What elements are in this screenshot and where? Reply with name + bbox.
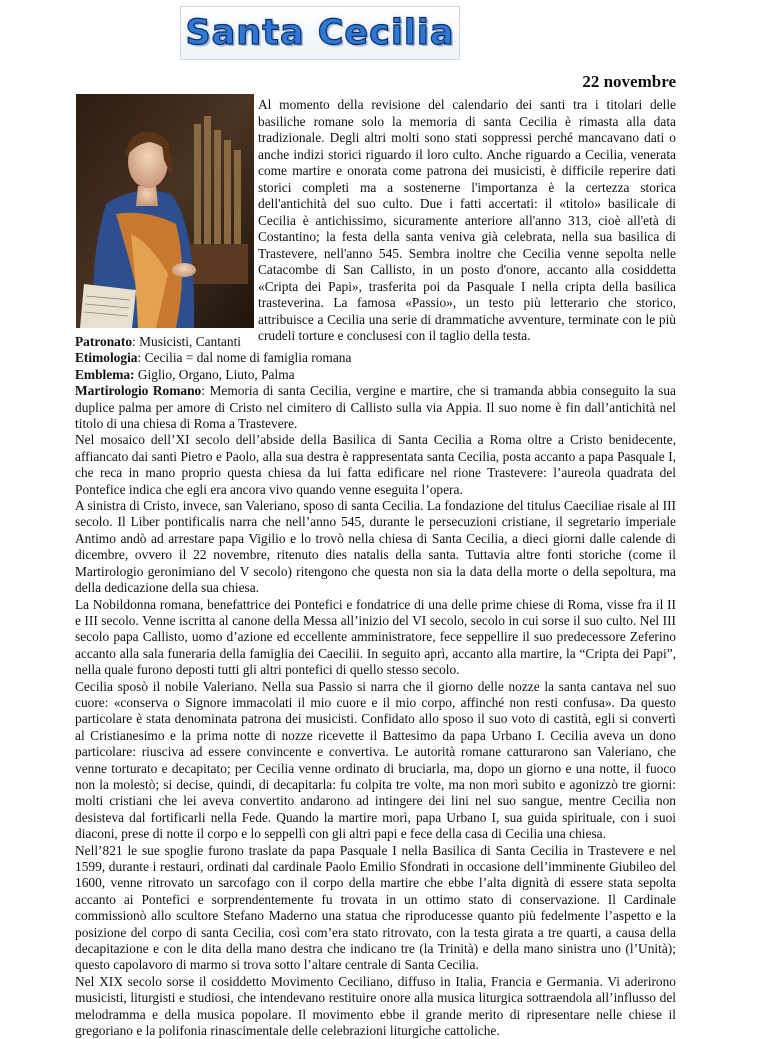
etimologia-value: : Cecilia = dal nome di famiglia romana xyxy=(137,350,352,366)
martirologio-line xyxy=(75,383,676,432)
emblema-label: Emblema: xyxy=(75,366,135,382)
etimologia-line xyxy=(75,350,676,366)
feast-date: 22 novembre xyxy=(582,72,676,91)
body-text xyxy=(75,334,676,1039)
patronato-line xyxy=(75,334,676,350)
paragraph: A sinistra di Cristo, invece, san Valeriano, sposo di santa Cecilia. La fondazione del titulus Caeciliae risale al III secolo. Il Liber pontificalis narra che nell’anno 545, durante le persecuzioni cristiane, il segretario imperiale Antimo andò ad arrestare papa Vigilio e lo trovò nella chiesa di Santa Cecilia, a dieci giorni dalle calende di dicembre, ovvero il 22 novembre, ritenuto dies natalis della santa. Tuttavia altre fonti storiche (come il Martirologio geronimiano del V secolo) ritengono che questa non sia la data della morte o della sepoltura, ma della dedicazione della sua chiesa. xyxy=(75,498,676,596)
paragraph: Cecilia sposò il nobile Valeriano. Nella sua Passio si narra che il giorno delle nozze la santa cantava nel suo cuore: «conserva o Signore immacolati il mio cuore e il mio corpo, affinché non resti confusa». Da questo particolare è stata denominata patrona dei musicisti. Confidato allo sposo il suo voto di castità, egli si convertì al Cristianesimo e la prima notte di nozze ricevette il Battesimo da papa Urbano I. Cecilia aveva un dono particolare: riusciva ad essere convincente e convertiva. Le autorità romane catturarono san Valeriano, che venne torturato e decapitato; per Cecilia venne ordinato di bruciarla, ma, dopo un giorno e una notte, il fuoco non la molestò; si decise, quindi, di decapitarla: fu colpita tre volte, ma non morì subito e agonizzò tre giorni: molti cristiani che lei aveva convertito andarono ad intingere dei lini nel suo sangue, mentre Cecilia non desisteva dal fortificarli nella Fede. Quando la martire morì, papa Urbano I, sua guida spirituale, con i suoi diaconi, prese di notte il corpo e lo seppellì con gli altri papi e fece della casa di Cecilia una chiesa. xyxy=(75,678,676,842)
martirologio-label: Martirologio Romano xyxy=(75,383,202,399)
saint-cecilia-painting xyxy=(76,94,254,328)
martirologio-value: : Memoria di santa Cecilia, vergine e martire, che si tramanda abbia conseguito la sua duplice palma per amore di Cristo nel cimitero di Callisto sulla via Appia. Il suo nome è fin dall’antichità nel titolo di una chiesa di Roma a Trastevere. xyxy=(75,383,676,432)
page-title: Santa Cecilia xyxy=(185,13,455,53)
etimologia-label: Etimologia xyxy=(75,350,138,366)
emblema-value: Giglio, Organo, Liuto, Palma xyxy=(134,366,295,382)
emblema-line xyxy=(75,367,676,383)
paragraph: Nell’821 le sue spoglie furono traslate da papa Pasquale I nella Basilica di Santa Cecilia in Trastevere e nel 1599, durante i restauri, ordinati dal cardinale Paolo Emilio Sfondrati in occasione dell’imminente Giubileo del 1600, venne ritrovato un sarcofago con il corpo della martire che ebbe l’alta dignità di essere stata sepolta accanto ai Pontefici e sorprendentemente fu trovata in un ottimo stato di conservazione. Il Cardinale commissionò allo scultore Stefano Maderno una statua che riproducesse quanto più fedelmente l’aspetto e la posizione del corpo di santa Cecilia, così com’era stato ritrovato, con la testa girata a tre quarti, a causa della decapitazione e con le dita della mano destra che indicano tre (la Trinità) e della mano sinistra uno (l’Unità); questo capolavoro di marmo si trova sotto l’altare centrale di Santa Cecilia. xyxy=(75,842,676,973)
paragraph: Nel mosaico dell’XI secolo dell’abside della Basilica di Santa Cecilia a Roma oltre a Cristo benidecente, affiancato dai santi Pietro e Paolo, alla sua destra è rappresentata santa Cecilia, posta accanto a papa Pasquale I, che reca in mano proprio questa chiesa da lui fatta edificare nel rione Trastevere: l’aureola quadrata del Pontefice indica che egli era ancora vivo quando venne eseguita l’opera. xyxy=(75,432,676,497)
patronato-label: Patronato xyxy=(75,334,133,349)
intro-paragraph: Al momento della revisione del calendario dei santi tra i titolari delle basiliche romane solo la memoria di santa Cecilia è rimasta alla data tradizionale. Degli altri molti sono stati soppressi perché mancavano dati o anche indizi storici riguardo il loro culto. Anche riguardo a Cecilia, venerata come martire e onorata come patrona dei musicisti, è difficile reperire dati storici completi ma a sostenerne l'importanza è la certezza storica dell'antichità del suo culto. Due i fatti accertati: il «titolo» basilicale di Cecilia è antichissimo, sicuramente anteriore all'anno 313, cioè all'età di Costantino; la festa della santa veniva già celebrata, nella sua basilica di Trastevere, nell'anno 545. Sembra inoltre che Cecilia venne sepolta nelle Catacombe di San Callisto, in un posto d'onore, accanto alla cosiddetta «Cripta dei Papi», trasferita poi da Pasquale I nella cripta della basilica trasteverina. La famosa «Passio», un testo più letterario che storico, attribuisce a Cecilia una serie di drammatiche avventure, terminate con le più crudeli torture e conclusesi con il taglio della testa. xyxy=(258,97,676,343)
paragraph: Nel XIX secolo sorse il cosiddetto Movimento Ceciliano, diffuso in Italia, Francia e Germania. Vi aderirono musicisti, liturgisti e studiosi, che intendevano restituire onore alla musica liturgica sottraendola all’influsso del melodramma e della musica popolare. Il movimento ebbe il grande merito di ripresentare nelle chiese il gregoriano e la polifonia rinascimentale delle celebrazioni liturgiche cattoliche. xyxy=(75,973,676,1039)
patronato-value: : Musicisti, Cantanti xyxy=(132,334,242,349)
title-banner xyxy=(180,6,460,60)
paragraph: La Nobildonna romana, benefattrice dei Pontefici e fondatrice di una delle prime chiese di Roma, visse fra il II e III secolo. Venne iscritta al canone della Messa all’inizio del VI secolo, secolo in cui sorse il suo culto. Nel III secolo papa Callisto, uomo d’azione ed eccellente amministratore, fece seppellire il suo predecessore Zeferino accanto alla sala funeraria della famiglia dei Caecilii. In seguito aprì, accanto alla martire, la “Cripta dei Papi”, nella quale furono deposti tutti gli altri pontefici di quello stesso secolo. xyxy=(75,596,676,678)
